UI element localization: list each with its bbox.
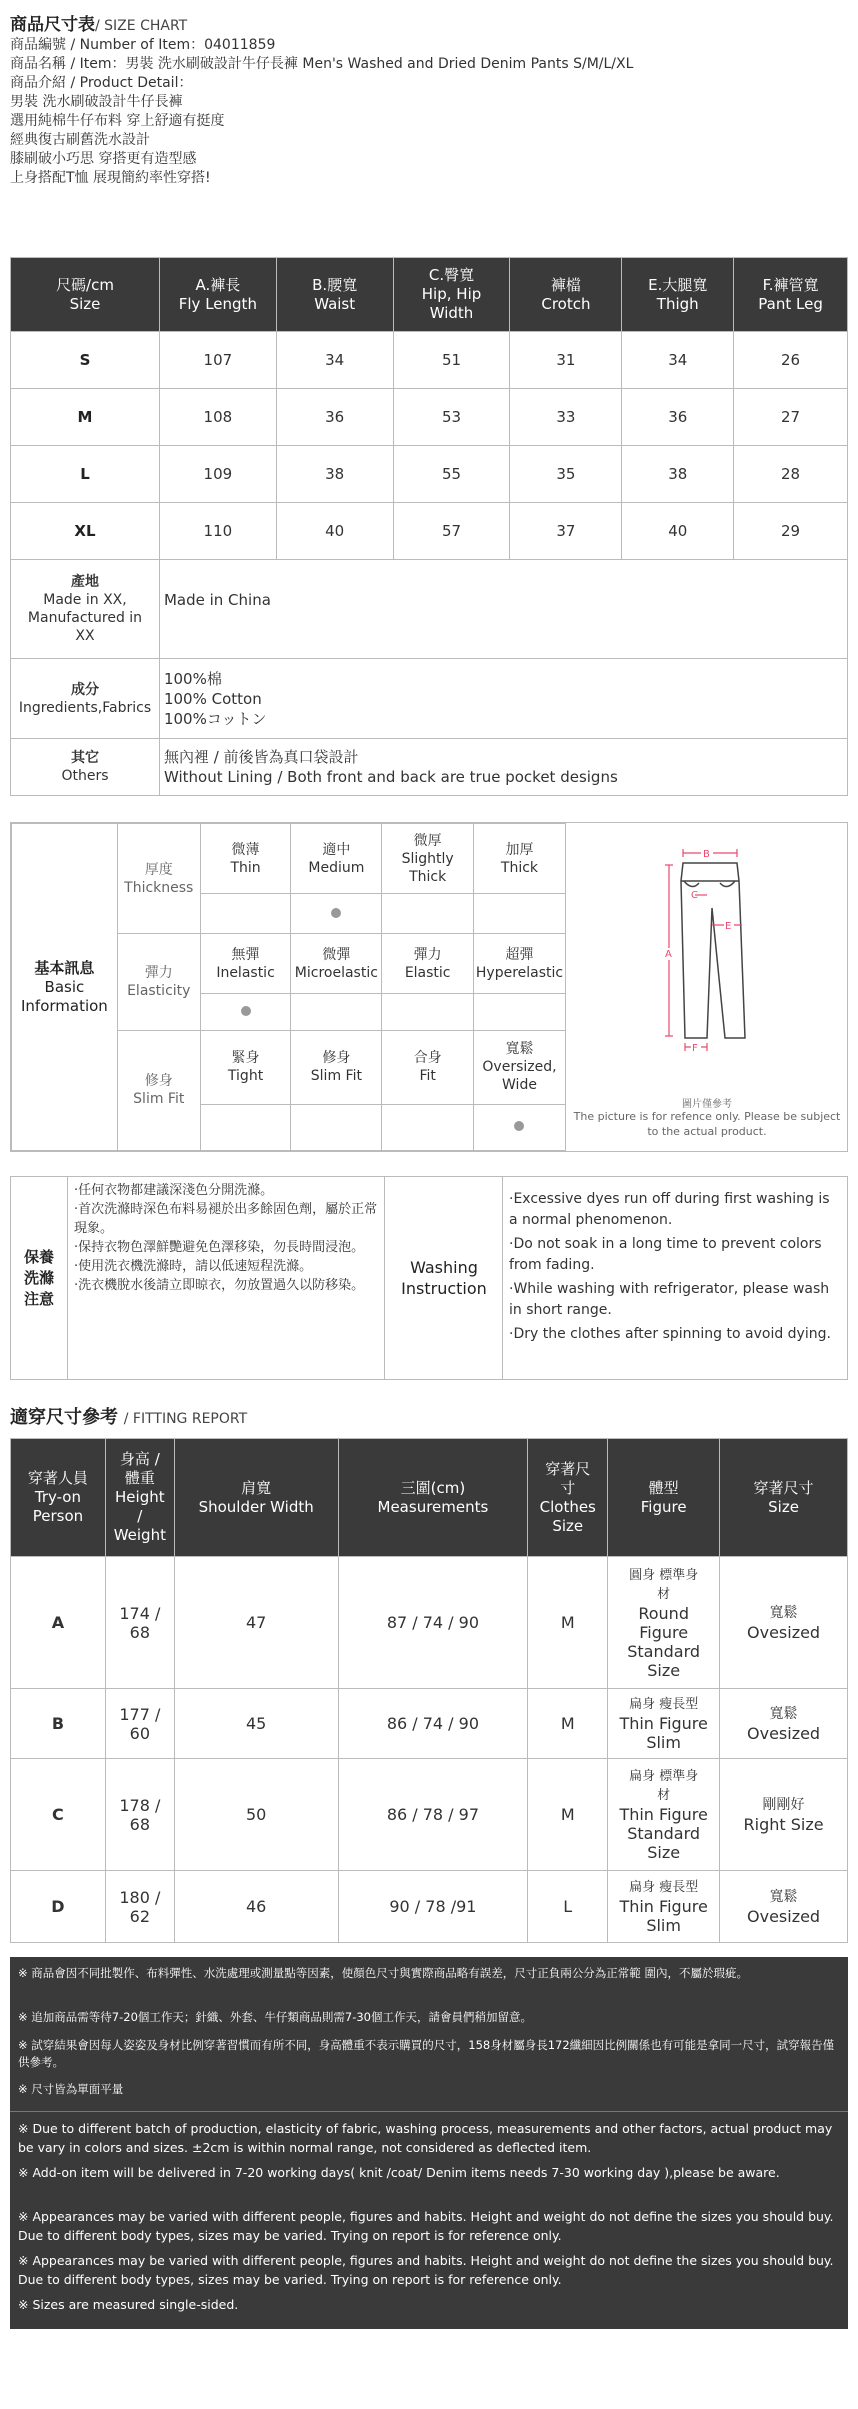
measurements-cell: 87 / 74 / 90 — [338, 1557, 528, 1689]
height-weight-cell: 178 / 68 — [105, 1759, 174, 1871]
fit-size-cell: 寬鬆 Ovesized — [720, 1557, 848, 1689]
others-label: 其它 Others — [11, 739, 160, 796]
figure-cell: 扁身 瘦長型 Thin Figure Slim — [608, 1689, 720, 1759]
figure-cell: 圓身 標準身 材 Round Figure Standard Size — [608, 1557, 720, 1689]
note-en: ※ Appearances may be varied with different people, figures and habits. Height and weight do not define the sizes you should buy. Due to different body types, sizes may be varied. Trying on report is for reference only. — [18, 2253, 834, 2287]
value-cell: 36 — [622, 389, 734, 446]
option-thick: 加厚 Thick — [473, 824, 565, 894]
thickness-dot-cell — [382, 894, 474, 934]
header-cell: 身高 / 體重 Height / Weight — [105, 1439, 174, 1557]
clothes-size-cell: M — [528, 1759, 608, 1871]
person-cell: B — [11, 1689, 106, 1759]
shoulder-cell: 47 — [174, 1557, 338, 1689]
washing-cn-item: ·保持衣物色澤鮮艷避免色澤移染，勿長時間浸泡。 — [74, 1240, 365, 1255]
washing-cn-item: ·任何衣物都建議深淺色分開洗滌。 — [74, 1183, 274, 1198]
header-cell: 穿著尺 寸 Clothes Size — [528, 1439, 608, 1557]
washing-en-list — [503, 1177, 847, 1345]
person-cell: D — [11, 1871, 106, 1943]
header-cell: A.褲長 Fly Length — [159, 258, 276, 332]
fit-size-cell: 寬鬆 Ovesized — [720, 1689, 848, 1759]
thickness-dot-cell — [291, 894, 382, 934]
diagram-letter-b: B — [703, 849, 710, 860]
info-line: 男裝 洗水刷破設計牛仔長褲 — [10, 94, 183, 110]
fit-dot-cell — [291, 1104, 382, 1150]
elasticity-dot-cell — [200, 994, 291, 1030]
option-elastic: 彈力 Elastic — [382, 934, 474, 994]
elasticity-dot-cell — [291, 994, 382, 1030]
option-tight: 緊身 Tight — [200, 1030, 291, 1104]
table-row — [11, 1759, 848, 1871]
height-weight-cell: 177 / 60 — [105, 1689, 174, 1759]
value-cell: 34 — [622, 332, 734, 389]
measurements-cell: 90 / 78 /91 — [338, 1871, 528, 1943]
fitting-header — [11, 1439, 848, 1557]
note-cn: ※ 試穿結果會因每人姿姿及身材比例穿著習慣而有所不同，身高體重不表示購買的尺寸，158身材屬身長172纖細因比例關係也有可能是拿同一尺寸，試穿報告僅供參考。 — [18, 2038, 835, 2069]
title-en: / SIZE CHART — [95, 18, 188, 34]
notes-divider — [10, 2111, 848, 2112]
table-row — [11, 1689, 848, 1759]
header-cell: 穿著尺寸 Size — [720, 1439, 848, 1557]
clothes-size-cell: L — [528, 1871, 608, 1943]
option-thin: 微薄 Thin — [200, 824, 291, 894]
value-cell: 40 — [622, 503, 734, 560]
washing-label-en: Washing Instruction — [386, 1177, 503, 1379]
product-info — [10, 36, 633, 188]
option-hyperelastic: 超彈 Hyperelastic — [473, 934, 565, 994]
info-line: 上身搭配T恤 展現簡約率性穿搭! — [10, 170, 211, 186]
origin-label: 產地 Made in XX, Manufactured in XX — [11, 560, 160, 659]
fit-dot-cell — [473, 1104, 565, 1150]
value-cell: 57 — [393, 503, 510, 560]
selected-dot-icon — [241, 1006, 251, 1016]
info-line: 商品介紹 / Product Detail： — [10, 75, 193, 91]
note-cn: ※ 追加商品需等待7-20個工作天；針織、外套、牛仔類商品則需7-30個工作天，請會員們稍加留意。 — [18, 2010, 532, 2024]
size-cell: XL — [11, 503, 160, 560]
header-cell: 體型 Figure — [608, 1439, 720, 1557]
pants-diagram — [567, 823, 847, 1151]
selected-dot-icon — [514, 1121, 524, 1131]
pants-diagram-icon — [567, 823, 847, 1103]
washing-cn-item: ·使用洗衣機洗滌時，請以低速短程洗滌。 — [74, 1259, 313, 1274]
value-cell: 38 — [622, 446, 734, 503]
diagram-caption-en: The picture is for refence only. Please be subject to the actual product. — [573, 1110, 841, 1138]
ingredients-row — [11, 659, 848, 739]
table-row — [11, 446, 848, 503]
note-en: ※ Appearances may be varied with different people, figures and habits. Height and weight do not define the sizes you should buy. Due to different body types, sizes may be varied. Trying on report is for reference only. — [18, 2209, 834, 2243]
figure-cell: 扁身 瘦長型 Thin Figure Slim — [608, 1871, 720, 1943]
thickness-dot-cell — [200, 894, 291, 934]
info-line: 膝刷破小巧思 穿搭更有造型感 — [10, 151, 197, 167]
size-table — [10, 257, 848, 796]
measurements-cell: 86 / 78 / 97 — [338, 1759, 528, 1871]
option-slightly-thick: 微厚 Slightly Thick — [382, 824, 474, 894]
value-cell: 33 — [510, 389, 622, 446]
figure-cell: 扁身 標準身 材 Thin Figure Standard Size — [608, 1759, 720, 1871]
washing-en-item: ·Do not soak in a long time to prevent colors from fading. — [509, 1236, 822, 1273]
value-cell: 38 — [276, 446, 393, 503]
value-cell: 40 — [276, 503, 393, 560]
person-cell: C — [11, 1759, 106, 1871]
basic-info-label: 基本訊息 Basic Information — [12, 824, 118, 1151]
header-cell: C.臀寬 Hip, Hip Width — [393, 258, 510, 332]
value-cell: 53 — [393, 389, 510, 446]
option-slim-fit: 修身 Slim Fit — [291, 1030, 382, 1104]
clothes-size-cell: M — [528, 1557, 608, 1689]
value-cell: 51 — [393, 332, 510, 389]
value-cell: 36 — [276, 389, 393, 446]
header-cell: F.褲管寬 Pant Leg — [734, 258, 848, 332]
table-row — [11, 389, 848, 446]
size-cell: M — [11, 389, 160, 446]
fit-dot-cell — [382, 1104, 474, 1150]
value-cell: 31 — [510, 332, 622, 389]
shoulder-cell: 50 — [174, 1759, 338, 1871]
value-cell: 109 — [159, 446, 276, 503]
size-cell: L — [11, 446, 160, 503]
table-row — [11, 332, 848, 389]
info-line: 商品編號 / Number of Item：04011859 — [10, 37, 276, 53]
header-cell: 褲檔 Crotch — [510, 258, 622, 332]
elasticity-label: 彈力 Elasticity — [117, 934, 200, 1030]
shoulder-cell: 45 — [174, 1689, 338, 1759]
ingredients-label: 成分 Ingredients,Fabrics — [11, 659, 160, 739]
header-cell: B.腰寬 Waist — [276, 258, 393, 332]
basic-info-table — [11, 823, 566, 1151]
others-value: 無內裡 / 前後皆為真口袋設計 Without Lining / Both front and back are true pocket designs — [159, 739, 847, 796]
notes-panel — [10, 1957, 848, 2329]
value-cell: 27 — [734, 389, 848, 446]
diagram-caption-cn: 圖片僅參考 — [682, 1099, 732, 1110]
washing-en-item: ·While washing with refrigerator, please wash in short range. — [509, 1281, 830, 1318]
value-cell: 34 — [276, 332, 393, 389]
option-inelastic: 無彈 Inelastic — [200, 934, 291, 994]
diagram-letter-a: A — [665, 949, 672, 960]
value-cell: 35 — [510, 446, 622, 503]
table-row — [11, 1557, 848, 1689]
fitting-title: 適穿尺寸參考 / FITTING REPORT — [10, 1407, 248, 1428]
table-row — [11, 503, 848, 560]
washing-en-item: ·Dry the clothes after spinning to avoid dying. — [509, 1326, 831, 1342]
origin-value: Made in China — [159, 560, 847, 659]
size-table-header — [11, 258, 848, 332]
clothes-size-cell: M — [528, 1689, 608, 1759]
page-title — [10, 10, 187, 35]
option-microelastic: 微彈 Microelastic — [291, 934, 382, 994]
size-cell: S — [11, 332, 160, 389]
info-line: 選用純棉牛仔布料 穿上舒適有挺度 — [10, 113, 225, 129]
note-en: ※ Due to different batch of production, elasticity of fabric, washing process, measurements and other factors, actual product may be vary in colors and sizes. ±2cm is within normal range, not considered as deflected item. — [18, 2121, 833, 2155]
others-row — [11, 739, 848, 796]
fit-size-cell: 剛剛好 Right Size — [720, 1759, 848, 1871]
thickness-dot-cell — [473, 894, 565, 934]
note-cn: ※ 商品會因不同批製作、布料彈性、水洗處理或測量點等因素，使顏色尺寸與實際商品略有誤差，尺寸正負兩公分為正常範 圍內，不屬於瑕疵。 — [18, 1966, 748, 1980]
person-cell: A — [11, 1557, 106, 1689]
selected-dot-icon — [331, 908, 341, 918]
info-line: 經典復古刷舊洗水設計 — [10, 132, 150, 148]
washing-cn-item: ·首次洗滌時深色布料易褪於出多餘固色劑，屬於正常現象。 — [74, 1202, 378, 1236]
fitting-table — [10, 1438, 848, 1943]
fit-size-cell: 寬鬆 Ovesized — [720, 1871, 848, 1943]
diagram-letter-e: E — [725, 921, 732, 932]
value-cell: 28 — [734, 446, 848, 503]
washing-label-cn: 保養 洗滌 注意 — [11, 1177, 68, 1379]
option-fit: 合身 Fit — [382, 1030, 474, 1104]
header-cell: 穿著人員 Try-on Person — [11, 1439, 106, 1557]
fit-label: 修身 Slim Fit — [117, 1030, 200, 1150]
measurements-cell: 86 / 74 / 90 — [338, 1689, 528, 1759]
header-cell: 尺碼/cm Size — [11, 258, 160, 332]
value-cell: 26 — [734, 332, 848, 389]
ingredients-value: 100%棉 100% Cotton 100%コットン — [159, 659, 847, 739]
value-cell: 29 — [734, 503, 848, 560]
washing-en-item: ·Excessive dyes run off during first washing is a normal phenomenon. — [509, 1191, 830, 1228]
value-cell: 108 — [159, 389, 276, 446]
header-cell: 肩寬 Shoulder Width — [174, 1439, 338, 1557]
washing-cn-list — [68, 1177, 385, 1379]
value-cell: 107 — [159, 332, 276, 389]
fit-dot-cell — [200, 1104, 291, 1150]
header-cell: 三圍(cm) Measurements — [338, 1439, 528, 1557]
note-en: ※ Add-on item will be delivered in 7-20 working days( knit /coat/ Denim items needs 7-30 working day ),please be aware. — [18, 2165, 780, 2180]
elasticity-dot-cell — [473, 994, 565, 1030]
elasticity-dot-cell — [382, 994, 474, 1030]
value-cell: 37 — [510, 503, 622, 560]
thickness-label: 厚度 Thickness — [117, 824, 200, 934]
info-line: 商品名稱 / Item：男裝 洗水刷破設計牛仔長褲 Men's Washed and Dried Denim Pants S/M/L/XL — [10, 56, 634, 72]
origin-row — [11, 560, 848, 659]
value-cell: 55 — [393, 446, 510, 503]
diagram-letter-c: C — [691, 890, 698, 901]
note-en: ※ Sizes are measured single-sided. — [18, 2297, 239, 2312]
height-weight-cell: 174 / 68 — [105, 1557, 174, 1689]
value-cell: 110 — [159, 503, 276, 560]
note-cn: ※ 尺寸皆為單面平量 — [18, 2082, 124, 2096]
basic-info-panel — [10, 822, 848, 1152]
shoulder-cell: 46 — [174, 1871, 338, 1943]
header-cell: E.大腿寬 Thigh — [622, 258, 734, 332]
option-oversized: 寬鬆 Oversized, Wide — [473, 1030, 565, 1104]
diagram-letter-f: F — [692, 1043, 698, 1054]
washing-panel — [10, 1176, 848, 1380]
washing-cn-item: ·洗衣機脫水後請立即晾衣，勿放置過久以防移染。 — [74, 1278, 365, 1293]
title-cn: 商品尺寸表 — [10, 15, 95, 35]
option-medium: 適中 Medium — [291, 824, 382, 894]
table-row — [11, 1871, 848, 1943]
height-weight-cell: 180 / 62 — [105, 1871, 174, 1943]
